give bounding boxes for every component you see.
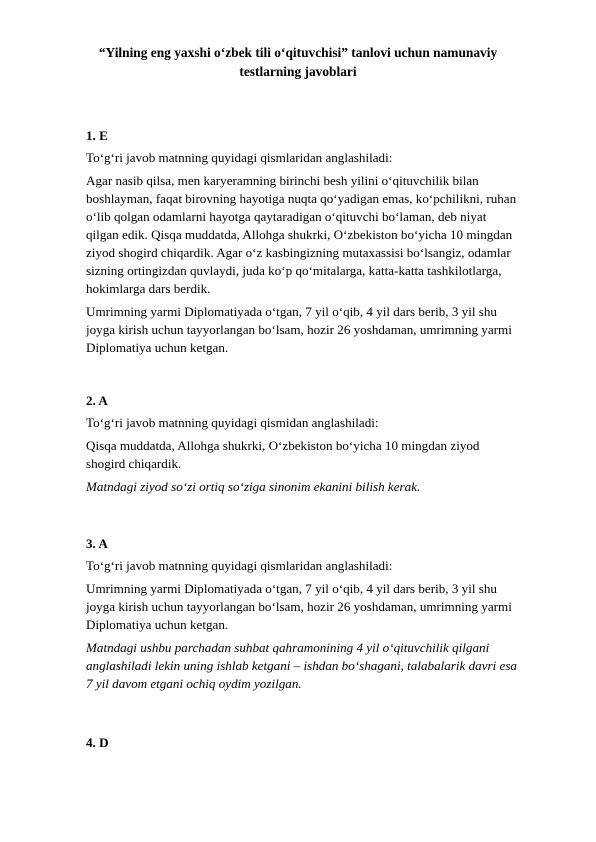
answer-number: 2. A bbox=[86, 393, 108, 408]
answer-intro: To‘g‘ri javob matnning quyidagi qismidan anglashiladi: bbox=[86, 415, 379, 430]
answer-4 bbox=[86, 734, 518, 752]
quote-paragraph: Qisqa muddatda, Allohga shukrki, O‘zbekiston bo‘yicha 10 mingdan ziyod shogird chiqardik. bbox=[86, 438, 480, 471]
answer-1 bbox=[86, 127, 518, 357]
answer-note: Matndagi ushbu parchadan suhbat qahramonining 4 yil o‘qituvchilik qilgani anglashiladi lekin uning ishlab ketgani – ishdan bo‘shagani, talabalarik davri esa 7 yil davom etgani ochiq oydim yozilgan. bbox=[86, 640, 517, 691]
quote-paragraph: Umrimning yarmi Diplomatiyada o‘tgan, 7 yil o‘qib, 4 yil dars berib, 3 yil shu joyga kirish uchun tayyorlangan bo‘lsam, hozir 26 yoshdaman, umrimning yarmi Diplomatiya uchun ketgan. bbox=[86, 304, 512, 355]
answer-number: 1. E bbox=[86, 128, 108, 143]
answer-note: Matndagi ziyod so‘zi ortiq so‘ziga sinonim ekanini bilish kerak. bbox=[86, 479, 421, 494]
quote-paragraph: Agar nasib qilsa, men karyeramning birinchi besh yilini o‘qituvchilik bilan boshlayman, faqat birovning hayotiga nuqta qo‘yadigan emas, ko‘pchilikni, ruhan o‘lib qolgan odamlarni hayotga qaytaradigan o‘qituvchi bo‘laman, deb niyat qilgan edik. Qisqa muddatda, Allohga shukrki, O‘zbekiston bo‘yicha 10 mingdan ziyod shogird chiqardik. Agar o‘z kasbingizning mutaxassisi bo‘lsangiz, odamlar sizning ortingizdan quvlaydi, juda ko‘p qo‘mitalarga, katta-katta tashkilotlarga, hokimlarga dars berdik. bbox=[86, 173, 517, 296]
document-title: “Yilning eng yaxshi o‘zbek tili o‘qituvchisi” tanlovi uchun namunaviy testlarning javoblari bbox=[98, 45, 498, 79]
quote-paragraph: Umrimning yarmi Diplomatiyada o‘tgan, 7 yil o‘qib, 4 yil dars berib, 3 yil shu joyga kirish uchun tayyorlangan bo‘lsam, hozir 26 yoshdaman, umrimning yarmi Diplomatiya uchun ketgan. bbox=[86, 581, 512, 632]
answer-intro: To‘g‘ri javob matnning quyidagi qismlaridan anglashiladi: bbox=[86, 150, 393, 165]
answer-number: 4. D bbox=[86, 735, 109, 750]
answer-number: 3. A bbox=[86, 536, 108, 551]
answer-2 bbox=[86, 392, 518, 496]
answer-intro: To‘g‘ri javob matnning quyidagi qismlaridan anglashiladi: bbox=[86, 558, 393, 573]
answer-3 bbox=[86, 535, 518, 693]
